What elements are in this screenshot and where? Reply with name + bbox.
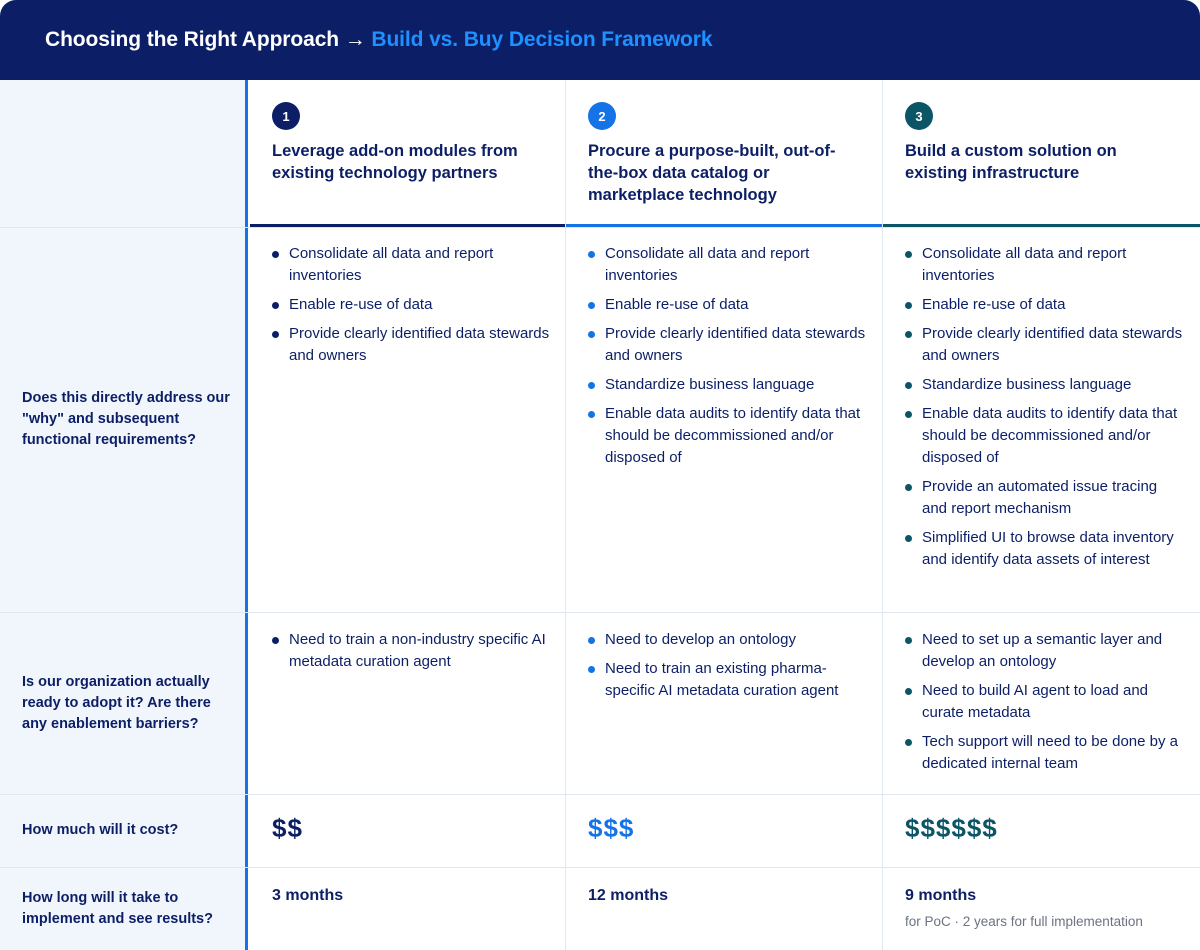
bullet-dot-icon (905, 411, 912, 418)
list-item (905, 731, 1186, 775)
list-item-text: Need to develop an ontology (605, 631, 796, 648)
bullet-dot-icon (588, 251, 595, 258)
option-number-badge: 1 (272, 102, 300, 130)
why-cell-2 (566, 243, 882, 476)
list-item (272, 629, 551, 673)
bullet-dot-icon (588, 382, 595, 389)
list-item-text: Need to train an existing pharma-specific AI metadata curation agent (605, 660, 839, 699)
list-item-text: Enable data audits to identify data that should be decommissioned and/or disposed of (605, 405, 861, 466)
cost-cell-3 (883, 813, 1200, 844)
bullet-dot-icon (905, 535, 912, 542)
list-item (588, 323, 868, 367)
list-item (272, 243, 551, 287)
list-item (905, 527, 1186, 571)
title-prefix: Choosing the Right Approach → (45, 28, 372, 51)
list-item-text: Consolidate all data and report inventories (922, 245, 1127, 284)
list-item-text: Need to train a non-industry specific AI metadata curation agent (289, 631, 546, 670)
column-header-3 (883, 80, 1200, 227)
list-item (905, 243, 1186, 287)
option-title: Leverage add-on modules from existing technology partners (272, 142, 518, 182)
option-number-badge: 3 (905, 102, 933, 130)
title-accent: Build vs. Buy Decision Framework (371, 28, 713, 51)
why-cell-3 (883, 243, 1200, 578)
ready-cell-2 (566, 629, 882, 709)
bullet-dot-icon (272, 637, 279, 644)
list-item-text: Enable re-use of data (605, 296, 749, 313)
list-item-text: Need to build AI agent to load and curate metadata (922, 682, 1149, 721)
list-item-text: Provide clearly identified data stewards and owners (922, 325, 1183, 364)
list-item (905, 476, 1186, 520)
list-item (588, 243, 868, 287)
list-item-text: Enable data audits to identify data that should be decommissioned and/or disposed of (922, 405, 1178, 466)
bullet-dot-icon (588, 666, 595, 673)
list-item-text: Consolidate all data and report inventories (289, 245, 494, 284)
bullet-dot-icon (905, 331, 912, 338)
list-item-text: Need to set up a semantic layer and develop an ontology (922, 631, 1163, 670)
bullet-list (588, 629, 868, 702)
bullet-list (588, 243, 868, 469)
why-cell-1 (250, 243, 565, 374)
row-label-why: Does this directly address our "why" and subsequent functional requirements? (22, 390, 230, 448)
list-item (588, 294, 868, 316)
duration-value: 3 months (272, 887, 344, 904)
option-title: Build a custom solution on existing infrastructure (905, 142, 1117, 182)
time-cell-3 (883, 887, 1200, 929)
list-item (905, 629, 1186, 673)
column-accent-3 (883, 224, 1200, 227)
cost-cell-1 (250, 813, 565, 844)
duration-value: 9 months (905, 887, 977, 904)
bullet-dot-icon (905, 739, 912, 746)
bullet-dot-icon (905, 688, 912, 695)
cost-cell-2 (566, 813, 882, 844)
list-item (272, 294, 551, 316)
list-item (905, 680, 1186, 724)
bullet-dot-icon (905, 637, 912, 644)
list-item-text: Consolidate all data and report inventories (605, 245, 810, 284)
list-item-text: Enable re-use of data (289, 296, 433, 313)
duration-note: for PoC · 2 years for full implementation (905, 914, 1143, 929)
bullet-dot-icon (588, 302, 595, 309)
bullet-dot-icon (272, 302, 279, 309)
cost-value: $$$$$$ (905, 813, 998, 843)
list-item-text: Enable re-use of data (922, 296, 1066, 313)
bullet-dot-icon (905, 484, 912, 491)
row-label-ready: Is our organization actually ready to adopt it? Are there any enablement barriers? (22, 673, 211, 732)
bullet-list (905, 243, 1186, 571)
column-header-2 (566, 80, 882, 227)
list-item (272, 323, 551, 367)
row-label-cost: How much will it cost? (22, 822, 179, 838)
ready-cell-3 (883, 629, 1200, 782)
bullet-dot-icon (588, 331, 595, 338)
cost-value: $$ (272, 813, 303, 843)
duration-value: 12 months (588, 887, 669, 904)
list-item-text: Simplified UI to browse data inventory and identify data assets of interest (922, 529, 1174, 568)
bullet-dot-icon (905, 302, 912, 309)
ready-cell-1 (250, 629, 565, 680)
bullet-list (272, 629, 551, 673)
list-item (905, 374, 1186, 396)
bullet-dot-icon (588, 637, 595, 644)
page-title (45, 28, 712, 52)
time-cell-1 (250, 887, 565, 905)
bullet-dot-icon (272, 251, 279, 258)
list-item (588, 374, 868, 396)
bullet-dot-icon (588, 411, 595, 418)
option-title: Procure a purpose-built, out-of-the-box data catalog or marketplace technology (588, 142, 836, 204)
list-item-text: Standardize business language (605, 376, 815, 393)
list-item (588, 658, 868, 702)
row-label-time: How long will it take to implement and see results? (22, 889, 213, 927)
bullet-list (272, 243, 551, 367)
option-number-badge: 2 (588, 102, 616, 130)
header-bar (0, 0, 1200, 80)
column-header-1 (250, 80, 565, 227)
column-accent-1 (250, 224, 565, 227)
list-item-text: Provide clearly identified data stewards and owners (289, 325, 550, 364)
list-item (905, 403, 1186, 469)
list-item (588, 629, 868, 651)
bullet-dot-icon (272, 331, 279, 338)
list-item-text: Provide an automated issue tracing and report mechanism (922, 478, 1158, 517)
bullet-dot-icon (905, 382, 912, 389)
column-accent-2 (566, 224, 882, 227)
list-item (588, 403, 868, 469)
bullet-list (905, 629, 1186, 775)
time-cell-2 (566, 887, 882, 905)
bullet-dot-icon (905, 251, 912, 258)
cost-value: $$$ (588, 813, 635, 843)
list-item-text: Provide clearly identified data stewards and owners (605, 325, 866, 364)
list-item (905, 294, 1186, 316)
list-item-text: Tech support will need to be done by a dedicated internal team (922, 733, 1179, 772)
list-item-text: Standardize business language (922, 376, 1132, 393)
list-item (905, 323, 1186, 367)
